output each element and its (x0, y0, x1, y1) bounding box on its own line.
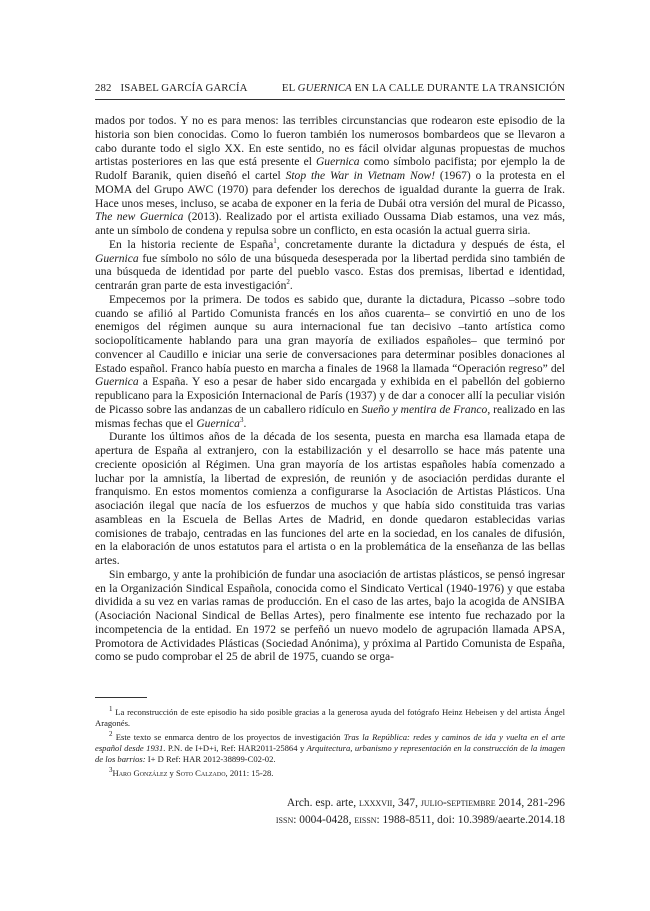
footnotes (95, 707, 565, 782)
page-number: 282 (95, 82, 112, 94)
paragraph-2: En la historia reciente de España$^1$, concretamente durante la dictadura y después de ésta, el Guernica fue símbolo no sólo de una búsqueda desesperada por la libertad perdida sino también de una búsqueda de identidad por parte del pueblo vasco. Estas dos premisas, libertad e identidad, centrarán gran parte de esta investigación$^2$. (95, 236, 565, 292)
header-left (95, 82, 247, 94)
citation-line-1: Arch. esp. arte, lxxxvii, 347, julio-septiembre 2014, 281-296 (286, 797, 565, 809)
journal-citation (276, 795, 565, 829)
paragraph-1: mados por todos. Y no es para menos: las terribles circunstancias que rodearon este episodio de la historia son bien conocidas. Como lo fueron también los numerosos bombardeos que se llevaron a cabo durante todo el siglo XX. En este sentido, no es fácil olvidar algunas propuestas de muchos artistas posteriores en las que está presente el Guernica como símbolo pacifista; por ejemplo la de Rudolf Baranik, quien diseñó el cartel Stop the War in Vietnam Now! (1967) o la protesta en el MOMA del Grupo AWC (1970) para defender los derechos de igualdad durante la guerra de Irak. Hace unos meses, incluso, se acaba de exponer en la feria de Dubái otra versión del mural de Picasso, The new Guernica (2013). Realizado por el artista exiliado Oussama Diab estamos, una vez más, ante un símbolo de condena y repulsa sobre un conflicto, en esta ocasión la actual guerra siria. (95, 115, 565, 237)
footnote-3: $^3$Haro González y Soto Calzado, 2011: 15-28. (109, 766, 274, 778)
header-author: ISABEL GARCÍA GARCÍA (120, 82, 248, 94)
body-text (95, 115, 565, 665)
citation-line-2: issn: 0004-0428, eissn: 1988-8511, doi: 10.3989/aearte.2014.18 (275, 814, 565, 826)
doi-link[interactable]: : 1988-8511, doi: 10.3989/aearte.2014.18 (376, 814, 565, 826)
running-title: EL GUERNICA EN LA CALLE DURANTE LA TRANSICIÓN (281, 82, 565, 94)
paragraph-4: Durante los últimos años de la década de los sesenta, puesta en marcha esa llamada etapa de apertura de España al extranjero, con la estabilización y el desarrollo se hace más patente una creciente oposición al Régimen. Una gran mayoría de los artistas españoles había comenzado a luchar por la amnistía, la libertad de expresión, de reunión y de asociación perdidas durante el franquismo. En estos momentos comienza a configurarse la Asociación de Artistas Plásticos. Una asociación ilegal que nacía de los esfuerzos de muchos y que había sido constituida tras varias asambleas en la Escuela de Bellas Artes de Madrid, en donde quedaron establecidas varias comisiones de trabajo, centradas en las funciones del arte en la sociedad, en los canales de difusión, en la elaboración de unos estatutos para el artista o en la problemática de la enseñanza de las bellas artes. (95, 431, 565, 567)
paragraph-3: Empecemos por la primera. De todos es sabido que, durante la dictadura, Picasso –sobre todo cuando se afilió al Partido Comunista francés en los años cuarenta– se convirtió en uno de los enemigos del régimen aunque su aura internacional fue tan decisivo –tanto artística como sociopolíticamente hablando para una gran mayoría de exiliados españoles– que terminó por convencer al Caudillo e iniciar una serie de conversaciones para determinar posibles donaciones al Estado español. Franco había puesto en marcha a finales de 1968 la llamada “Operación regreso” del Guernica a España. Y eso a pesar de haber sido encargada y exhibida en el pabellón del gobierno republicano para la Exposición Internacional de París (1937) y de dar a conocer allí la peculiar visión de Picasso sobre las andanzas de un caballero ridículo en Sueño y mentira de Franco, realizado en las mismas fechas que el Guernica$^3$. (95, 293, 565, 430)
footnote-ref-2[interactable]: 2 (286, 278, 290, 287)
footnote-1: $^1$ La reconstrucción de este episodio ha sido posible gracias a la generosa ayuda del fotógrafo Heinz Hebeisen y del artista Ángel Aragonés. (95, 705, 565, 728)
footnote-ref-1[interactable]: 1 (273, 236, 277, 245)
paragraph-5: Sin embargo, y ante la prohibición de fundar una asociación de artistas plásticos, se pensó ingresar en la Organización Sindical Española, conocida como el Sindicato Vertical (1940-1976) y que estaba dividida a su vez en varias ramas de producción. En el caso de las artes, bajo la acogida de ANSIBA (Asociación Nacional Sindical de Bellas Artes), pero finalmente ese intento fue rechazado por la incompetencia de la entidad. En 1972 se perfeñó un nuevo modelo de agrupación llamada APSA, Promotora de Actividades Plásticas (Sociedad Anónima), y próxima al Partido Comunista de España, como se pudo comprobar el 25 de abril de 1975, cuando se orga- (95, 568, 565, 664)
footnote-ref-3[interactable]: 3 (239, 415, 244, 424)
header-rule (95, 99, 565, 100)
footnote-rule (95, 697, 147, 698)
footnote-2: $^2$ Este texto se enmarca dentro de los proyectos de investigación Tras la República: redes y caminos de ida y vuelta en el arte español desde 1931. P.N. de I+D+i, Ref: HAR2011-25864 y Arquitectura, urbanismo y representación en la construcción de la imagen de los barrios: I+ D Ref: HAR 2012-38899-C02-02. (95, 730, 566, 764)
